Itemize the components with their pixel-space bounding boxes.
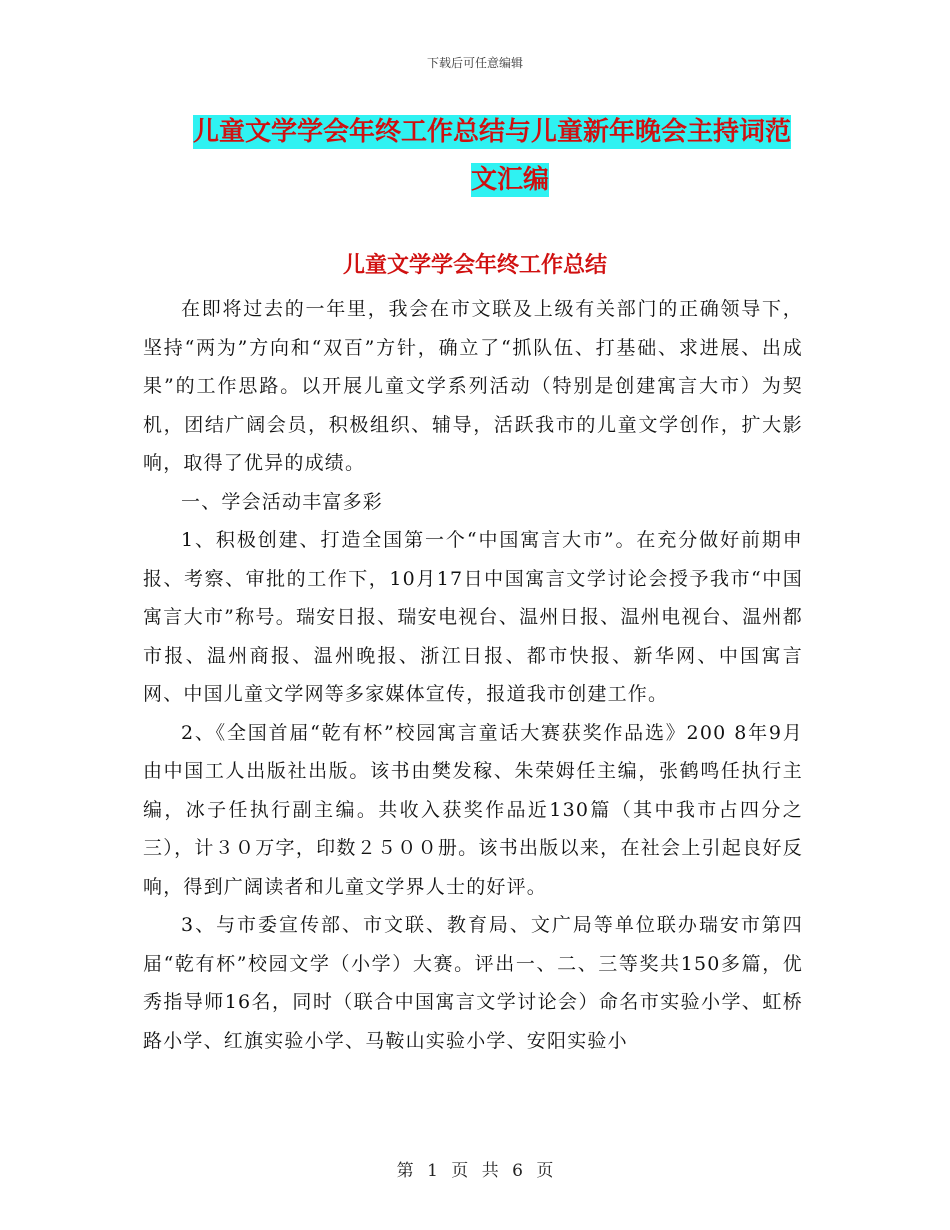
paragraph-item-3: 3、与市委宣传部、市文联、教育局、文广局等单位联办瑞安市第四届“乾有杯”校园文学（小学）大赛。评出一、二、三等奖共150多篇，优秀指导师16名，同时（联合中国寓言文学讨论会）命名市实验小学、虹桥路小学、红旗实验小学、马鞍山实验小学、安阳实验小 <box>143 914 803 1052</box>
body-text <box>143 290 803 1060</box>
document-title-line-2 <box>175 156 815 204</box>
paragraph-item-1: 1、积极创建、打造全国第一个“中国寓言大市”。在充分做好前期申报、考察、审批的工作下，10月17日中国寓言文学讨论会授予我市“中国寓言大市”称号。瑞安日报、瑞安电视台、温州日报、温州电视台、温州都市报、温州商报、温州晚报、浙江日报、都市快报、新华网、中国寓言网、中国儿童文学网等多家媒体宣传，报道我市创建工作。 <box>143 529 803 705</box>
header-note: 下载后可任意编辑 <box>426 56 523 70</box>
title-highlight-1: 儿童文学学会年终工作总结与儿童新年晚会主持词范 <box>193 117 792 147</box>
paragraph-heading-activities: 一、学会活动丰富多彩 <box>181 490 384 513</box>
paragraph-intro: 在即将过去的一年里，我会在市文联及上级有关部门的正确领导下，坚持“两为”方向和“双百”方针，确立了“抓队伍、打基础、求进展、出成果”的工作思路。以开展儿童文学系列活动（特别是创建寓言大市）为契机，团结广阔会员，积极组织、辅导，活跃我市的儿童文学创作，扩大影响，取得了优异的成绩。 <box>143 298 803 474</box>
page-footer: 第 1 页 共 6 页 <box>396 1161 554 1181</box>
document-title <box>175 108 815 204</box>
section-title: 儿童文学学会年终工作总结 <box>342 253 607 278</box>
document-title-line-1 <box>175 108 815 156</box>
paragraph-item-2: 2、《全国首届“乾有杯”校园寓言童话大赛获奖作品选》200 8年9月由中国工人出版社出版。该书由樊发稼、朱荣姆任主编，张鹤鸣任执行主编，冰子任执行副主编。共收入获奖作品近130篇（其中我市占四分之三），计３０万字，印数２５００册。该书出版以来，在社会上引起良好反响，得到广阔读者和儿童文学界人士的好评。 <box>143 721 803 898</box>
title-highlight-2: 文汇编 <box>470 165 549 195</box>
